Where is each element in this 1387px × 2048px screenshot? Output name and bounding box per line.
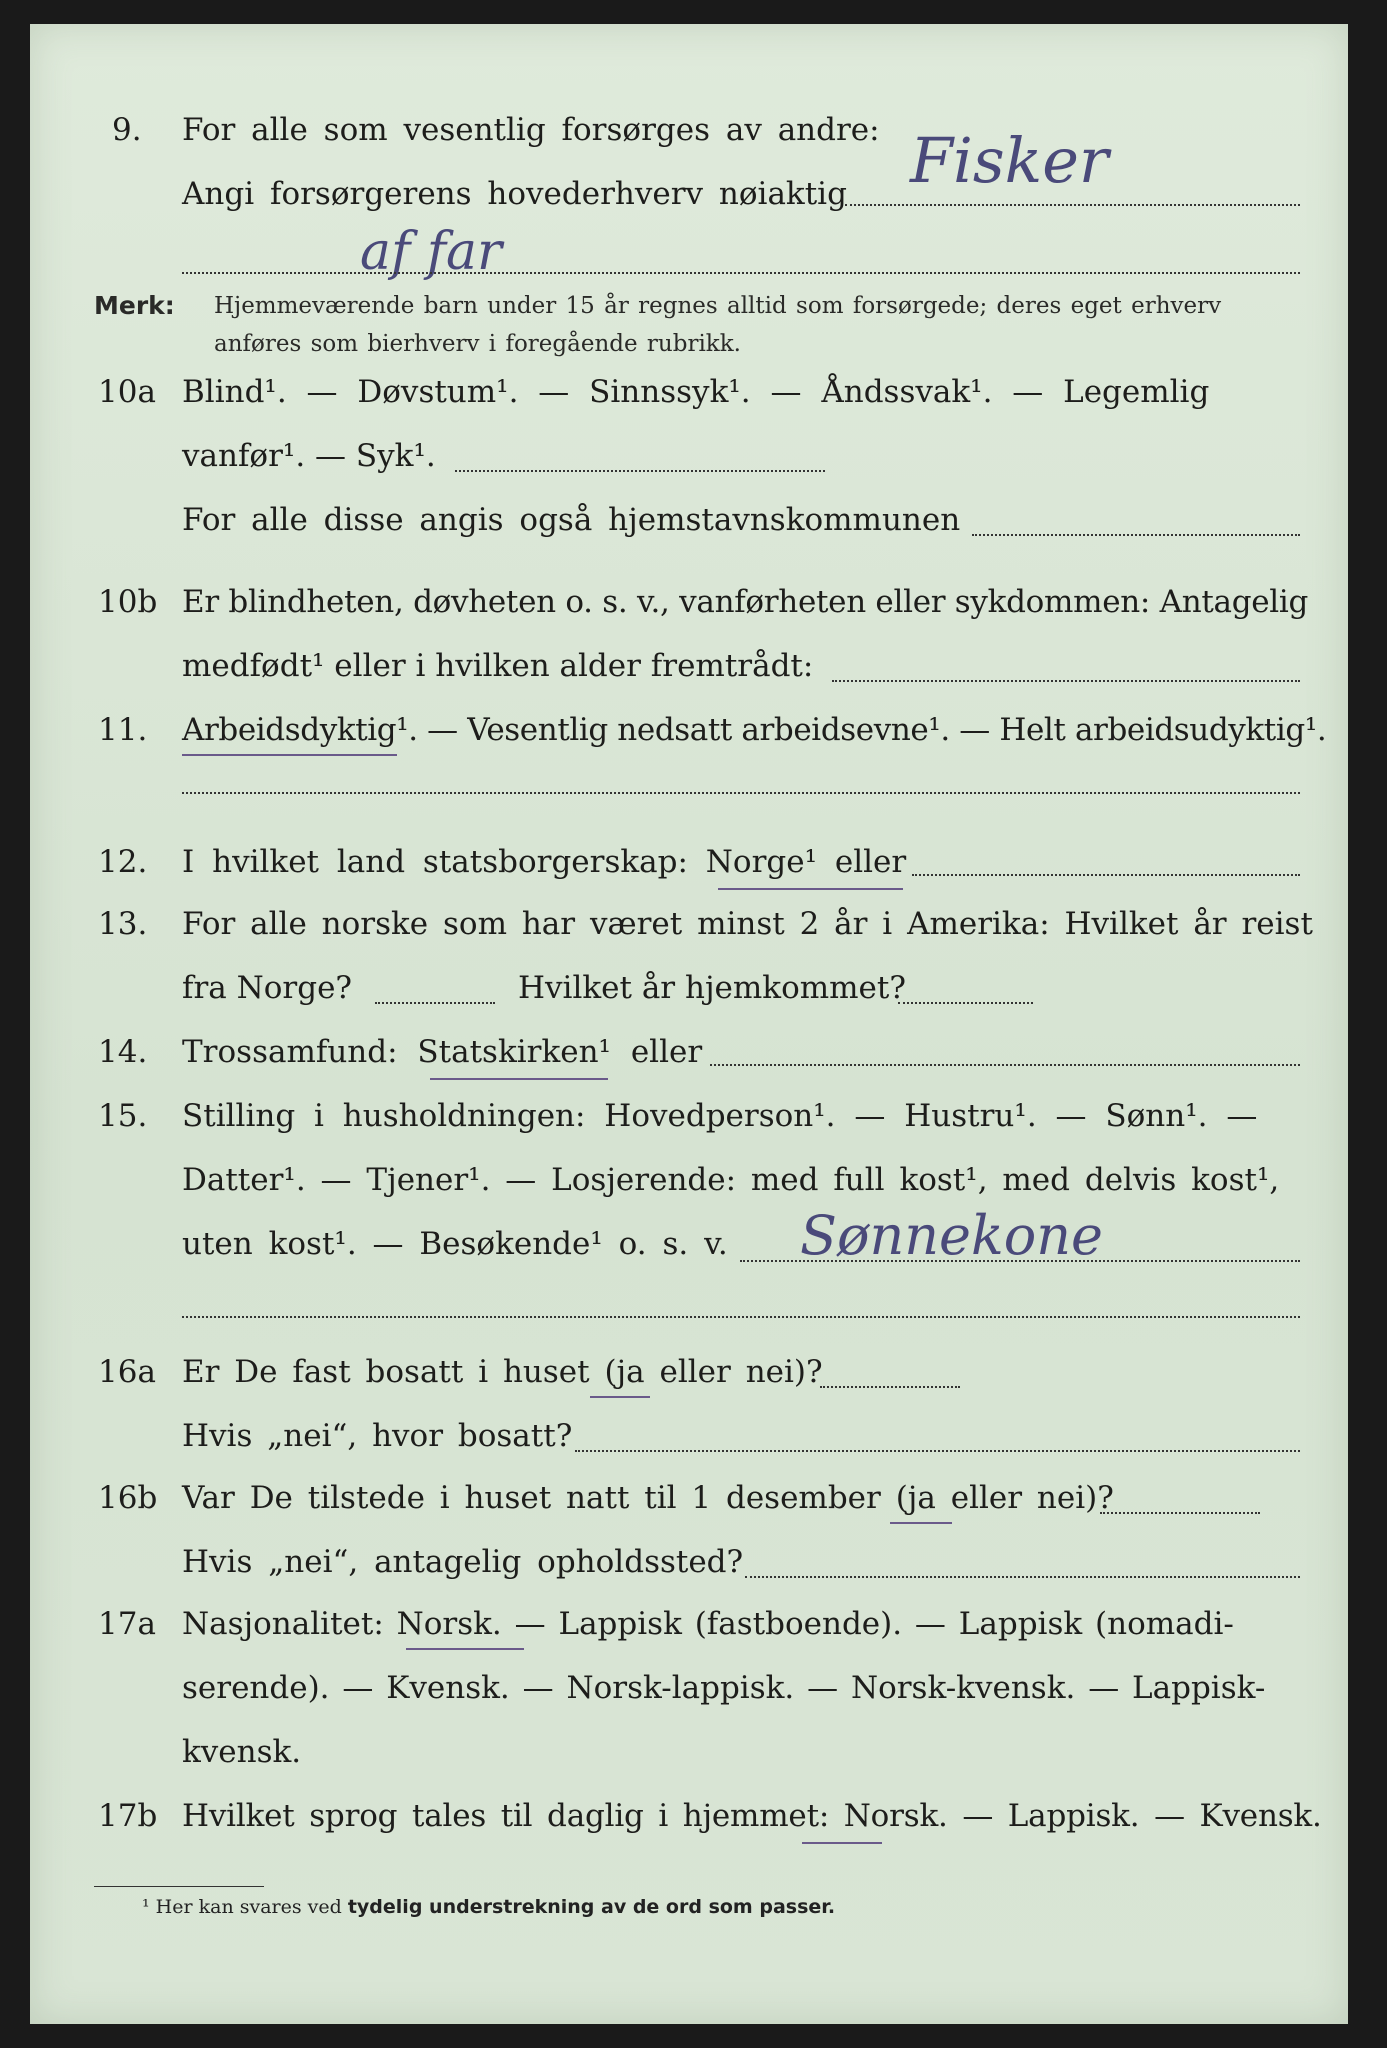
- q9-line1: For alle som vesentlig forsørges av andre:: [182, 112, 880, 148]
- footnote: [142, 1896, 835, 1918]
- q9-number: 9.: [112, 112, 142, 148]
- q12-line1: I hvilket land statsborgerskap: Norge¹ eller: [182, 844, 907, 880]
- q9-handwritten-provider: af far: [360, 222, 502, 282]
- footnote-mark: ¹: [142, 1896, 150, 1918]
- q17a-number: 17a: [98, 1606, 156, 1642]
- q12-answer-line: [912, 874, 1300, 876]
- q11-number: 11.: [98, 712, 148, 748]
- q17b-line1: Hvilket sprog tales til daglig i hjemmet: Norsk. — Lappisk. — Kvensk.: [182, 1798, 1322, 1834]
- q17b-number: 17b: [98, 1798, 158, 1834]
- q17a-underline-norsk: [406, 1648, 524, 1650]
- q15-line2: Datter¹. — Tjener¹. — Losjerende: med full kost¹, med delvis kost¹,: [182, 1162, 1280, 1198]
- merk-line1: Hjemmeværende barn under 15 år regnes alltid som forsørgede; deres eget erhverv: [214, 293, 1222, 319]
- q10a-line3: For alle disse angis også hjemstavnskommunen: [182, 502, 961, 538]
- q11-line1: Arbeidsdyktig¹. — Vesentlig nedsatt arbeidsevne¹. — Helt arbeidsudyktig¹.: [182, 712, 1327, 748]
- q16a-answer-line-2: [575, 1450, 1300, 1452]
- q10b-line2: medfødt¹ eller i hvilken alder fremtrådt:: [182, 648, 814, 684]
- q9-line2: Angi forsørgerens hovederhverv nøiaktig: [182, 176, 847, 212]
- q16b-underline-ja: [890, 1522, 952, 1524]
- q16a-line2: Hvis „nei“, hvor bosatt?: [182, 1418, 573, 1454]
- q14-number: 14.: [98, 1034, 148, 1070]
- q10a-answer-line-2: [972, 534, 1300, 536]
- q10a-line2: vanfør¹. — Syk¹.: [182, 438, 436, 474]
- q16b-line2: Hvis „nei“, antagelig opholdssted?: [182, 1544, 744, 1580]
- q16b-answer-line-2: [745, 1576, 1300, 1578]
- q14-line1: Trossamfund: Statskirken¹ eller: [182, 1034, 703, 1070]
- q11-underline-arbeidsdyktig: [182, 754, 397, 756]
- q15-answer-line-2: [182, 1316, 1300, 1318]
- footnote-text-bold: tydelig understrekning av de ord som passer.: [347, 1896, 836, 1918]
- q13-line1: For alle norske som har været minst 2 år i Amerika: Hvilket år reist: [182, 906, 1313, 942]
- q16b-answer-line: [1100, 1512, 1260, 1514]
- q17a-line3: kvensk.: [182, 1734, 302, 1770]
- q17b-underline-norsk: [802, 1842, 882, 1844]
- q12-number: 12.: [98, 844, 148, 880]
- q15-line1: Stilling i husholdningen: Hovedperson¹. — Hustru¹. — Sønn¹. —: [182, 1098, 1258, 1134]
- q16a-underline-ja: [590, 1396, 650, 1398]
- q17a-line1: Nasjonalitet: Norsk. — Lappisk (fastboende). — Lappisk (nomadi-: [182, 1606, 1234, 1642]
- q13-line2b: Hvilket år hjemkommet?: [518, 970, 906, 1006]
- census-form-page: [30, 24, 1348, 2024]
- q16b-line1: Var De tilstede i huset natt til 1 desember (ja eller nei)?: [182, 1480, 1114, 1516]
- footnote-text-plain: Her kan svares ved: [155, 1896, 342, 1918]
- q14-underline-statskirken: [430, 1078, 608, 1080]
- q15-number: 15.: [98, 1098, 148, 1134]
- merk-line2: anføres som bierhverv i foregående rubrikk.: [214, 331, 741, 357]
- q11-answer-line: [182, 792, 1300, 794]
- q13-line2a: fra Norge?: [182, 970, 353, 1006]
- q16a-answer-line: [820, 1386, 960, 1388]
- q13-answer-line-hjemkommet: [898, 1002, 1033, 1004]
- q15-answer-line: [740, 1260, 1300, 1262]
- q16a-line1: Er De fast bosatt i huset (ja eller nei)?: [182, 1354, 823, 1390]
- q10b-line1: Er blindheten, døvheten o. s. v., vanførheten eller sykdommen: Antagelig: [182, 584, 1309, 620]
- q9-answer-line-2: [182, 272, 1300, 274]
- q10b-answer-line: [832, 680, 1300, 682]
- q16a-number: 16a: [98, 1354, 156, 1390]
- q15-handwritten-position: Sønnekone: [800, 1204, 1103, 1267]
- q10b-number: 10b: [98, 584, 158, 620]
- q15-line3: uten kost¹. — Besøkende¹ o. s. v.: [182, 1226, 728, 1262]
- q10a-number: 10a: [98, 374, 156, 410]
- q12-underline-norge: [718, 888, 903, 890]
- q14-answer-line: [710, 1064, 1300, 1066]
- q13-number: 13.: [98, 906, 148, 942]
- merk-label: Merk:: [94, 291, 175, 320]
- q16b-number: 16b: [98, 1480, 158, 1516]
- q9-handwritten-occupation: Fisker: [910, 124, 1109, 197]
- q9-answer-line: [845, 204, 1300, 206]
- q10a-answer-line: [455, 470, 825, 472]
- q13-answer-line-reist: [375, 1002, 495, 1004]
- footnote-rule: [94, 1886, 264, 1887]
- q17a-line2: serende). — Kvensk. — Norsk-lappisk. — Norsk-kvensk. — Lappisk-: [182, 1670, 1266, 1706]
- q10a-line1: Blind¹. — Døvstum¹. — Sinnssyk¹. — Åndssvak¹. — Legemlig: [182, 374, 1210, 410]
